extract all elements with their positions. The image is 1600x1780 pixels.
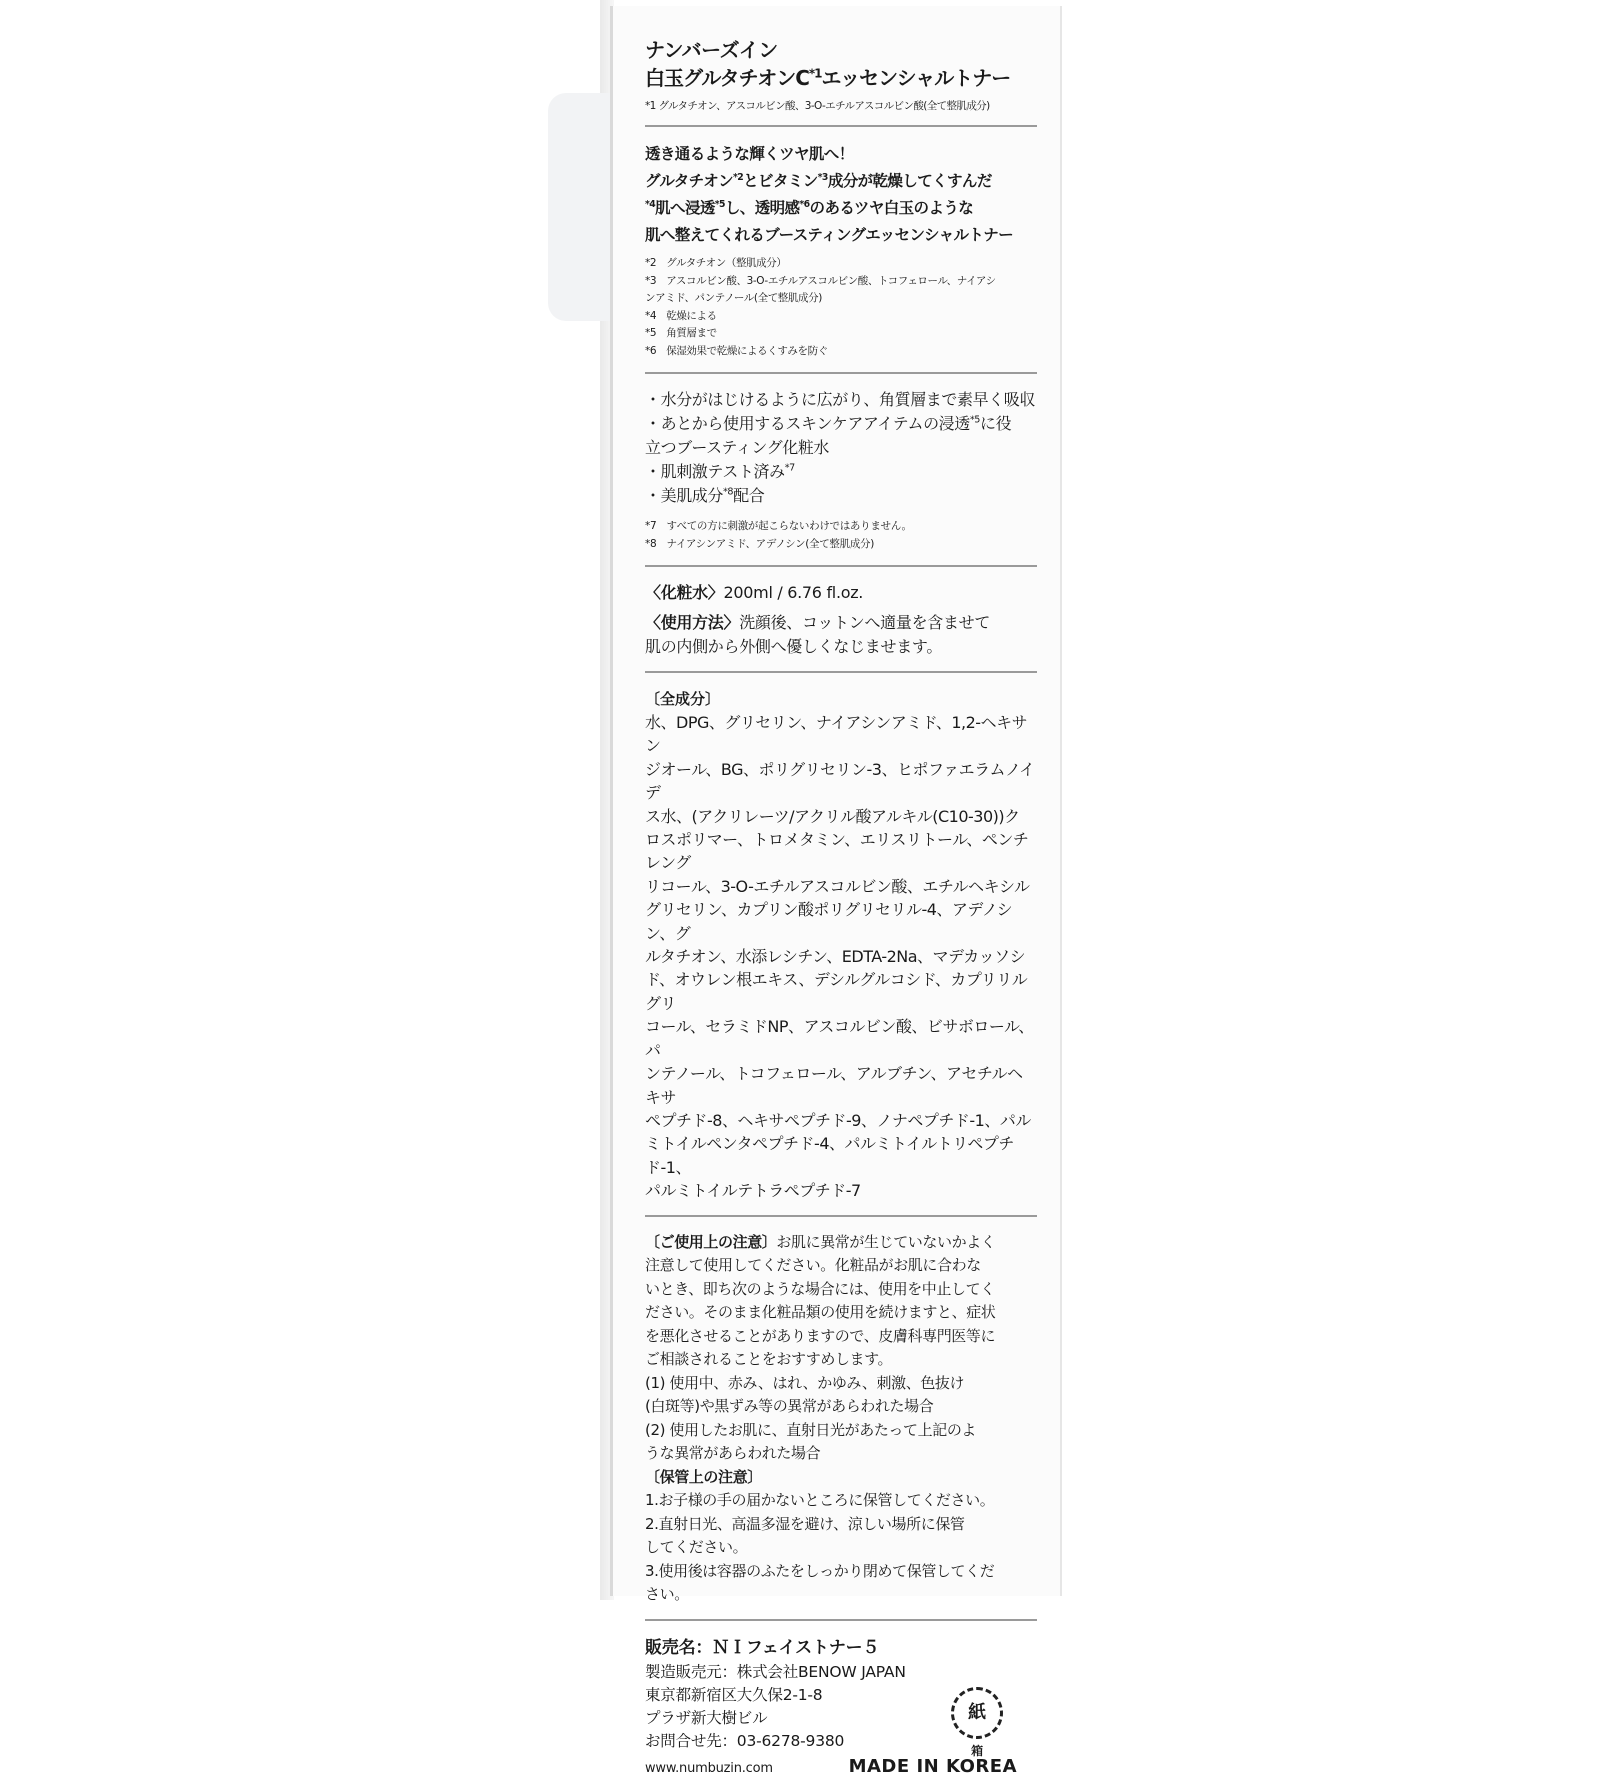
divider xyxy=(645,671,1037,673)
address-line-1: 東京都新宿区大久保2-1-8 xyxy=(645,1685,823,1704)
footer-info xyxy=(645,1635,1037,1780)
divider xyxy=(645,1215,1037,1217)
box-tab-flap xyxy=(548,93,610,321)
ingredients-heading: 〔全成分〕 xyxy=(645,690,721,708)
brand-title: ナンバーズイン xyxy=(645,38,778,62)
lead-copy: 透き通るような輝くツヤ肌へ！ グルタチオン$^{*2}$とビタミン$^{*3}$成分が乾燥してくすんだ $^{*4}$肌へ浸透$^{*5}$し、透明感$^{*6}$のあるツヤ白玉のような 肌へ整えてくれるブースティングエッセンシャルトナー xyxy=(645,145,1014,244)
sales-name: 販売名：ＮＩフェイストナー５ xyxy=(645,1637,880,1658)
ingredients-list: 水、DPG、グリセリン、ナイアシンアミド、1,2-ヘキサン ジオール、BG、ポリグリセリン-3、ヒポファエラムノイデ ス水、(アクリレーツ/アクリル酸アルキル(C10-30))ク ロスポリマー、トロメタミン、エリスリトール、ペンチレング リコール、3-O-エチルアスコルビン酸、エチルヘキシル グリセリン、カプリン酸ポリグリセリル-4、アデノシン、グ ルタチオン、水添レシチン、EDTA-2Na、マデカッソシ ド、オウレン根エキス、デシルグルコシド、カプリリルグリ コール、セラミドNP、アスコルビン酸、ビサボロール、パ ンテノール、トコフェロール、アルブチン、アセチルヘキサ ペプチド-8、ヘキサペプチド-9、ノナペプチド-1、パル ミトイルペンタペプチド-4、パルミトイルトリペプチド-1、 パルミトイルテトラペプチド-7 xyxy=(645,713,1035,1201)
spec-usage-cont: 肌の内側から外側へ優しくなじませます。 xyxy=(645,637,943,656)
feature-footnotes: *7 すべての方に刺激が起こらないわけではありません。 *8 ナイアシンアミド、アデノシン(全て整肌成分) xyxy=(645,520,912,550)
divider xyxy=(645,1619,1037,1621)
lead-footnotes: *2 グルタチオン（整肌成分） *3 アスコルビン酸、3-O-エチルアスコルビン酸、トコフェロール、ナイアシ ンアミド、パンテノール(全て整肌成分) *4 乾燥による *5 角質層まで *6 保湿効果で乾燥によるくすみを防ぐ xyxy=(645,257,996,357)
recycle-label: 箱 xyxy=(971,1743,983,1758)
caution-section: 〔ご使用上の注意〕お肌に異常が生じていないかよく 注意して使用してください。化粧品がお肌に合わな いとき、即ち次のような場合には、使用を中止してく ださい。そのまま化粧品類の使用を続けますと、症状 を悪化させることがありますので、皮膚科専門医等に ご相談されることをおすすめします。 (1) 使用中、赤み、はれ、かゆみ、刺激、色抜け (白斑等)や黒ずみ等の異常があらわれた場合 (2) 使用したお肌に、直射日光があたって上記のよ うな異常があらわれた場合 〔保管上の注意〕 1.お子様の手の届かないところに保管してください。 2.直射日光、高温多湿を避け、涼しい場所に保管 してください。 3.使用後は容器のふたをしっかり閉めて保管してくだ さい。 xyxy=(645,1232,996,1604)
contact-phone: お問合せ先：03-6278-9380 xyxy=(645,1731,845,1750)
title-footnote: *1 グルタチオン、アスコルビン酸、3-O-エチルアスコルビン酸(全て整肌成分) xyxy=(645,100,990,112)
feature-list: ・水分がはじけるように広がり、角質層まで素早く吸収 ・あとから使用するスキンケアアイテムの浸透$^{*5}$に役 立つブースティング化粧水 ・肌刺激テスト済み$^{*7}$ ・美肌成分$^{*8}$配合 xyxy=(645,390,1036,505)
made-in-label: MADE IN KOREA xyxy=(848,1755,1017,1777)
address-line-2: プラザ新大樹ビル xyxy=(645,1708,768,1727)
label-panel xyxy=(645,36,1037,1780)
manufacturer: 製造販売元：株式会社BENOW JAPAN xyxy=(645,1662,906,1681)
divider xyxy=(645,565,1037,567)
divider xyxy=(645,125,1037,127)
spec-volume: 〈化粧水〉200ml / 6.76 fl.oz. xyxy=(645,583,864,602)
website-url: www.numbuzin.com xyxy=(645,1760,773,1776)
divider xyxy=(645,372,1037,374)
recycle-mark: 紙 xyxy=(951,1687,1003,1739)
product-title: 白玉グルタチオン$C^{*1}$エッセンシャルトナー xyxy=(645,66,1011,90)
spec-usage: 〈使用方法〉洗顔後、コットンへ適量を含ませて xyxy=(645,613,991,632)
paper-recycle-icon xyxy=(947,1687,1007,1757)
